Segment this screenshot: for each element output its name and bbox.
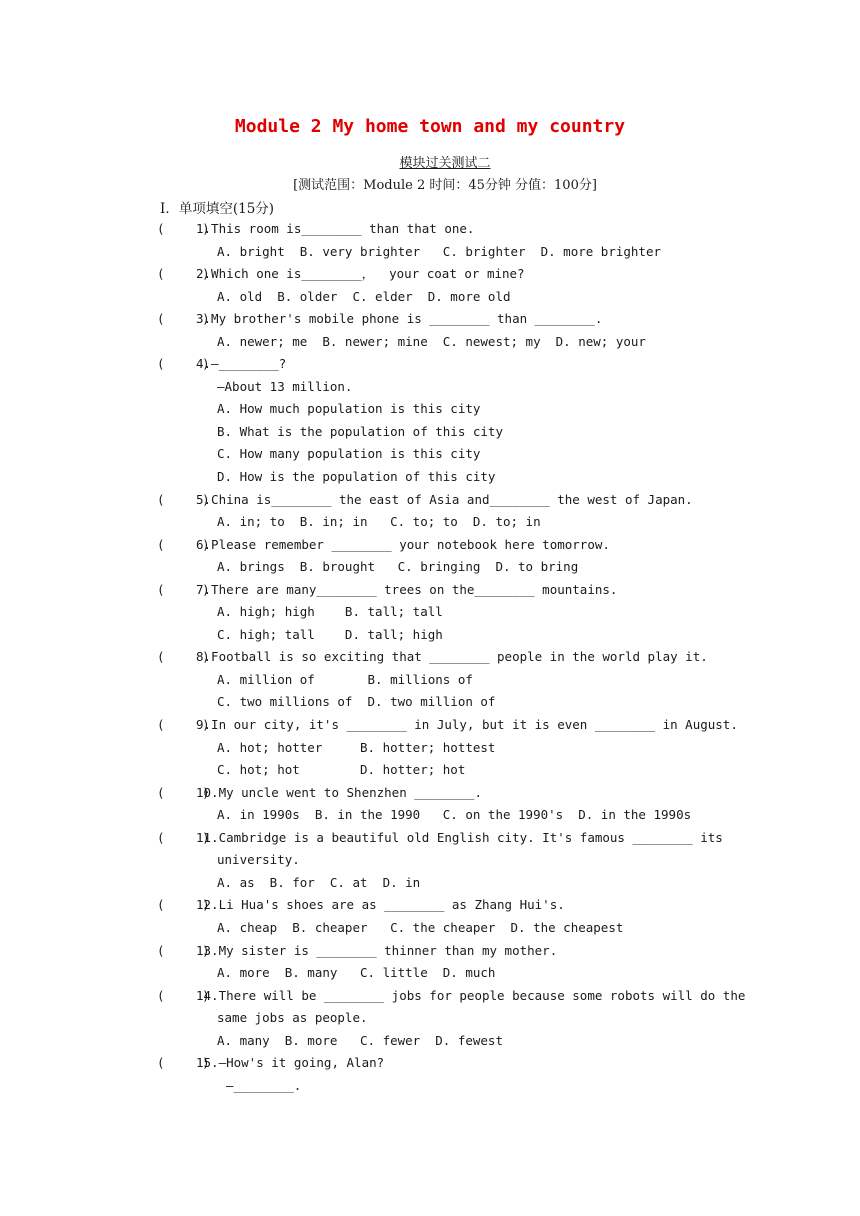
question-text: 1.This room is________ than that one. — [196, 221, 475, 236]
option-line: A. old B. older C. elder D. more old — [217, 288, 511, 304]
question-text: 3.My brother's mobile phone is ________ than ________. — [196, 311, 603, 327]
test-subtitle: 模块过关测试二 — [399, 156, 491, 171]
question-text: 11.Cambridge is a beautiful old English city. It's famous ________ its — [196, 829, 723, 845]
answer-blank[interactable]: ( ) — [157, 266, 210, 282]
question-list — [0, 218, 860, 1097]
question-13 — [0, 940, 860, 963]
option-line: A. How much population is this city — [217, 401, 481, 417]
option-line: A. hot; hotter B. hotter; hottest — [217, 739, 496, 755]
option-line: B. What is the population of this city — [217, 423, 503, 439]
question-text: 12.Li Hua's shoes are as ________ as Zhang Hui's. — [196, 897, 565, 913]
option-line: A. in 1990s B. in the 1990 C. on the 1990's D. in the 1990s — [217, 807, 692, 823]
question-10 — [0, 782, 860, 805]
option-line: A. newer; me B. newer; mine C. newest; my D. new; your — [217, 333, 646, 349]
question-2 — [0, 263, 860, 286]
answer-blank[interactable]: ( ) — [157, 829, 210, 845]
option-line: D. How is the population of this city — [217, 469, 496, 485]
answer-blank[interactable]: ( ) — [157, 536, 210, 552]
answer-blank[interactable]: ( ) — [157, 311, 210, 327]
question-text-continued: university. — [217, 852, 300, 868]
question-text: 10.My uncle went to Shenzhen ________. — [196, 784, 482, 800]
answer-blank[interactable]: ( ) — [157, 649, 210, 665]
question-text-continued: same jobs as people. — [217, 1010, 368, 1026]
question-15 — [0, 1052, 860, 1075]
answer-blank[interactable]: ( ) — [157, 784, 210, 800]
question-14 — [0, 985, 860, 1008]
question-text: 14.There will be ________ jobs for people because some robots will do the — [196, 987, 746, 1003]
question-text: 9.In our city, it's ________ in July, but it is even ________ in August. — [196, 717, 738, 733]
question-3 — [0, 308, 860, 331]
question-1 — [0, 218, 860, 241]
question-8 — [0, 646, 860, 669]
answer-blank[interactable]: ( ) — [157, 581, 210, 597]
question-12 — [0, 894, 860, 917]
question-text: 6.Please remember ________ your notebook here tomorrow. — [196, 536, 610, 552]
answer-blank[interactable]: ( ) — [157, 897, 210, 913]
question-7 — [0, 579, 860, 602]
option-line: C. hot; hot D. hotter; hot — [217, 762, 466, 778]
option-line: A. many B. more C. fewer D. fewest — [217, 1032, 503, 1048]
page-title: Module 2 My home town and my country — [234, 116, 626, 137]
question-text: 2.Which one is________， your coat or mine? — [196, 266, 525, 282]
answer-blank[interactable]: ( ) — [157, 987, 210, 1003]
question-text: 8.Football is so exciting that ________ people in the world play it. — [196, 649, 708, 665]
option-line: A. in; to B. in; in C. to; to D. to; in — [217, 514, 541, 530]
option-line: A. as B. for C. at D. in — [217, 874, 421, 890]
answer-blank[interactable]: ( ) — [157, 356, 210, 372]
question-text: 4.—________? — [196, 356, 287, 372]
option-line: C. high; tall D. tall; high — [217, 626, 443, 642]
question-4 — [0, 353, 860, 376]
option-line: C. How many population is this city — [217, 446, 481, 462]
option-line: A. high; high B. tall; tall — [217, 604, 443, 620]
answer-blank[interactable]: ( ) — [157, 491, 210, 507]
answer-blank[interactable]: ( ) — [157, 1055, 210, 1071]
question-text: 13.My sister is ________ thinner than my mother. — [196, 942, 558, 958]
test-range: [测试范围：Module 2 时间：45分钟 分值：100分] — [293, 178, 597, 193]
option-line: A. more B. many C. little D. much — [217, 965, 496, 981]
question-5 — [0, 489, 860, 512]
answer-blank[interactable]: ( ) — [157, 942, 210, 958]
option-line: —About 13 million. — [217, 378, 353, 394]
answer-blank[interactable]: ( ) — [157, 717, 210, 733]
question-text: 5.China is________ the east of Asia and________ the west of Japan. — [196, 491, 693, 507]
question-11 — [0, 827, 860, 850]
option-line: A. million of B. millions of — [217, 671, 473, 687]
dialog-answer-line: —________. — [226, 1077, 302, 1093]
question-text: 15.—How's it going, Alan? — [196, 1055, 385, 1071]
answer-blank[interactable]: ( ) — [157, 221, 210, 236]
question-6 — [0, 534, 860, 557]
option-line: A. bright B. very brighter C. brighter D. more brighter — [217, 243, 662, 259]
option-line: C. two millions of D. two million of — [217, 694, 496, 710]
option-line: A. cheap B. cheaper C. the cheaper D. the cheapest — [217, 919, 624, 935]
question-9 — [0, 714, 860, 737]
section-title: Ⅰ．单项填空(15分) — [160, 201, 275, 217]
question-text: 7.There are many________ trees on the________ mountains. — [196, 581, 618, 597]
option-line: A. brings B. brought C. bringing D. to bring — [217, 559, 579, 575]
